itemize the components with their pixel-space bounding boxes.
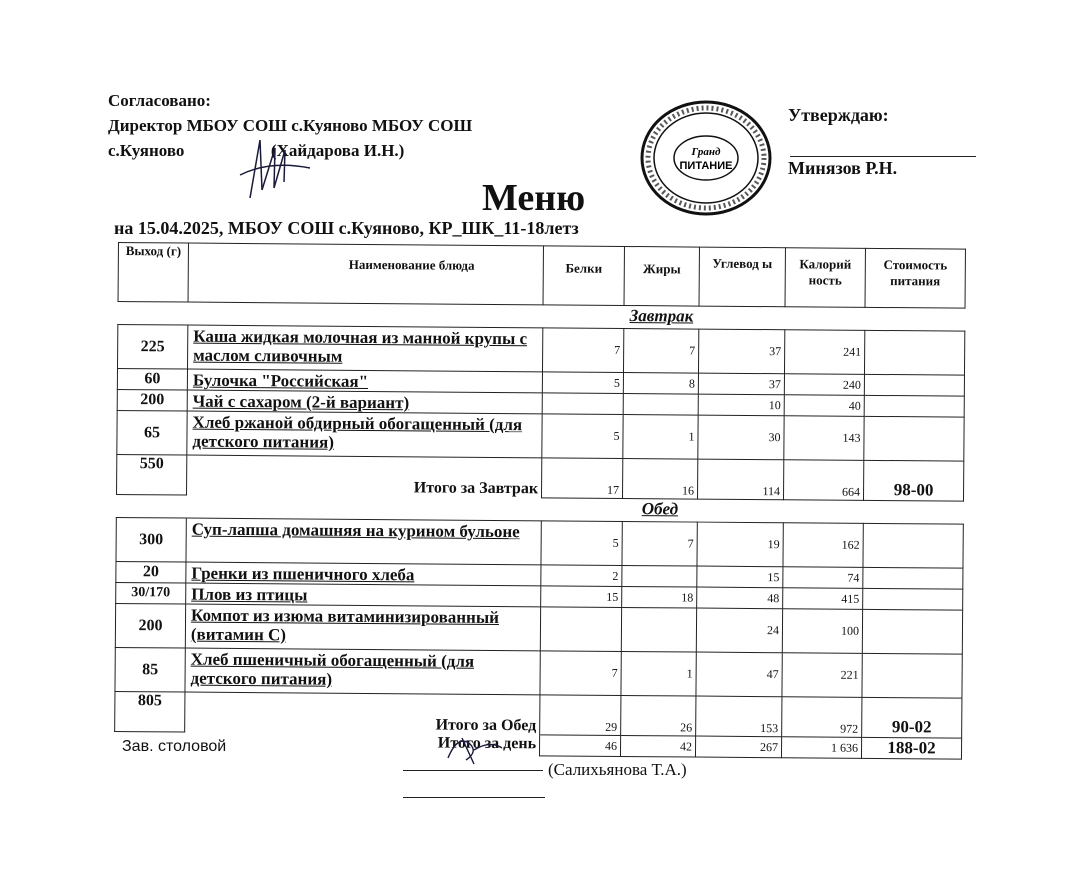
- second-signature-line: [403, 797, 545, 798]
- menu-table-wrapper: [114, 242, 966, 760]
- dish-fat: 8: [623, 372, 698, 394]
- approver-name: Минязов Р.Н.: [788, 158, 898, 178]
- approve-label: Утверждаю:: [788, 105, 889, 125]
- dish-calories: 40: [784, 395, 864, 417]
- day-total-carbs: 267: [695, 736, 781, 758]
- menu-table: [114, 242, 966, 760]
- table-header-row: [118, 243, 965, 309]
- dish-cost: [862, 653, 962, 698]
- dish-carbs: 48: [697, 587, 783, 609]
- dish-protein: 2: [541, 565, 622, 587]
- day-total-protein: 46: [539, 735, 620, 757]
- col-protein-header: Белки: [543, 246, 624, 306]
- dish-fat: 1: [623, 414, 698, 459]
- total-label: Итого за Завтрак: [187, 455, 542, 498]
- chef-label: Зав. столовой: [122, 738, 227, 755]
- approve-signature-line: [790, 156, 976, 157]
- dish-cost: [864, 374, 964, 396]
- dish-carbs: 15: [697, 566, 783, 588]
- dish-cost: [863, 523, 963, 568]
- total-calories: 664: [783, 460, 863, 501]
- total-fat: 16: [623, 458, 698, 499]
- total-calories: 972: [782, 697, 862, 738]
- organization-stamp: [638, 98, 774, 218]
- dish-name: Плов из птицы: [186, 583, 541, 607]
- dish-carbs: 30: [698, 415, 784, 460]
- dish-fat: 7: [622, 521, 697, 566]
- dish-calories: 240: [784, 374, 864, 396]
- table-row: [116, 517, 963, 568]
- dish-cost: [863, 567, 963, 589]
- dish-cost: [864, 416, 964, 461]
- dish-name: Хлеб пшеничный обогащенный (для детского питания): [185, 648, 540, 695]
- col-carbs-header: Углевод ы: [699, 247, 785, 307]
- dish-calories: 241: [784, 330, 864, 375]
- dish-carbs: 47: [696, 652, 782, 697]
- total-protein: 29: [540, 695, 621, 736]
- dish-cost: [862, 609, 962, 654]
- dish-name: Компот из изюма витаминизированный (витамин С): [185, 604, 540, 651]
- document-subtitle: на 15.04.2025, МБОУ СОШ с.Куяново, КР_ШК_11-18летз: [114, 218, 579, 238]
- section-title-lunch: Обед: [641, 499, 679, 519]
- dish-protein: 7: [540, 651, 621, 696]
- dish-calories: 415: [783, 588, 863, 610]
- dish-carbs: 19: [697, 522, 783, 567]
- cook-name: (Салихьянова Т.А.): [548, 760, 687, 779]
- dish-name: Суп-лапша домашняя на курином бульоне: [186, 518, 541, 565]
- dish-yield: 300: [116, 517, 186, 562]
- total-carbs: 153: [696, 696, 782, 737]
- total-yield: 805: [115, 691, 185, 732]
- dish-yield: 200: [115, 603, 185, 648]
- total-row-breakfast: [117, 454, 964, 501]
- dish-protein: [540, 607, 621, 652]
- dish-yield: 60: [117, 369, 187, 391]
- dish-calories: 100: [782, 609, 862, 654]
- agreed-place: с.Куяново: [108, 141, 185, 160]
- dish-calories: 221: [782, 653, 862, 698]
- dish-carbs: 37: [698, 373, 784, 395]
- svg-text:Гранд: Гранд: [691, 146, 721, 158]
- dish-name: Гренки из пшеничного хлеба: [186, 562, 541, 586]
- day-total-fat: 42: [620, 735, 695, 757]
- dish-fat: 1: [621, 651, 696, 696]
- dish-yield: 65: [117, 410, 187, 455]
- total-row-lunch: [115, 691, 962, 738]
- dish-yield: 85: [115, 647, 185, 692]
- total-label: Итого за Обед: [185, 692, 540, 735]
- dish-calories: 143: [784, 416, 864, 461]
- agreed-label: Согласовано:: [108, 91, 211, 110]
- dish-name: Каша жидкая молочная из манной крупы с маслом сливочным: [188, 325, 543, 372]
- cook-signature: [440, 730, 510, 770]
- dish-cost: [864, 395, 964, 417]
- total-yield: 550: [117, 454, 187, 495]
- total-cost: 90-02: [862, 697, 962, 738]
- table-row: [117, 410, 964, 461]
- svg-text:ПИТАНИЕ: ПИТАНИЕ: [679, 160, 733, 172]
- document-title: Меню: [482, 177, 586, 219]
- dish-fat: [621, 607, 696, 652]
- col-name-header: Наименование блюда: [188, 243, 543, 305]
- day-total-cost: 188-02: [861, 737, 961, 759]
- dish-fat: [623, 393, 698, 415]
- dish-yield: 225: [118, 325, 188, 370]
- dish-fat: [622, 565, 697, 587]
- dish-carbs: 37: [698, 329, 784, 374]
- total-carbs: 114: [697, 459, 783, 500]
- dish-yield: 20: [116, 561, 186, 583]
- day-total-label: Итого за день: [437, 734, 537, 752]
- day-total-calories: 1 636: [781, 737, 861, 759]
- dish-name: Булочка "Российская": [187, 369, 542, 393]
- dish-protein: 5: [542, 414, 623, 459]
- table-row: [115, 647, 962, 698]
- dish-name: Чай с сахаром (2-й вариант): [187, 390, 542, 414]
- dish-fat: 18: [622, 586, 697, 608]
- dish-fat: 7: [623, 328, 698, 373]
- dish-carbs: 24: [696, 608, 782, 653]
- agreed-director-line: Директор МБОУ СОШ с.Куяново МБОУ СОШ: [108, 116, 473, 135]
- col-yield-header: Выход (г): [118, 243, 188, 303]
- table-row: [115, 603, 962, 654]
- total-cost: 98-00: [863, 460, 963, 501]
- dish-protein: 7: [542, 328, 623, 373]
- total-fat: 26: [621, 695, 696, 736]
- dish-cost: [863, 588, 963, 610]
- dish-calories: 162: [783, 523, 863, 568]
- section-title-breakfast: Завтрак: [629, 306, 694, 326]
- col-calories-header: Калорий ность: [785, 248, 865, 308]
- dish-calories: 74: [783, 567, 863, 589]
- agreed-person: (Хайдарова И.Н.): [270, 141, 405, 160]
- dish-name: Хлеб ржаной обдирный обогащенный (для детского питания): [187, 411, 542, 458]
- total-protein: 17: [542, 458, 623, 499]
- dish-cost: [864, 330, 964, 375]
- dish-protein: 15: [541, 586, 622, 608]
- col-fat-header: Жиры: [624, 246, 699, 306]
- table-row: [118, 325, 965, 376]
- cook-signature-line: [403, 770, 543, 771]
- dish-protein: 5: [542, 372, 623, 394]
- dish-protein: [542, 393, 623, 415]
- col-cost-header: Стоимость питания: [865, 248, 965, 308]
- director-signature: [230, 120, 320, 210]
- dish-carbs: 10: [698, 394, 784, 416]
- dish-protein: 5: [541, 521, 622, 566]
- dish-yield: 200: [117, 389, 187, 411]
- dish-yield: 30/170: [116, 582, 186, 604]
